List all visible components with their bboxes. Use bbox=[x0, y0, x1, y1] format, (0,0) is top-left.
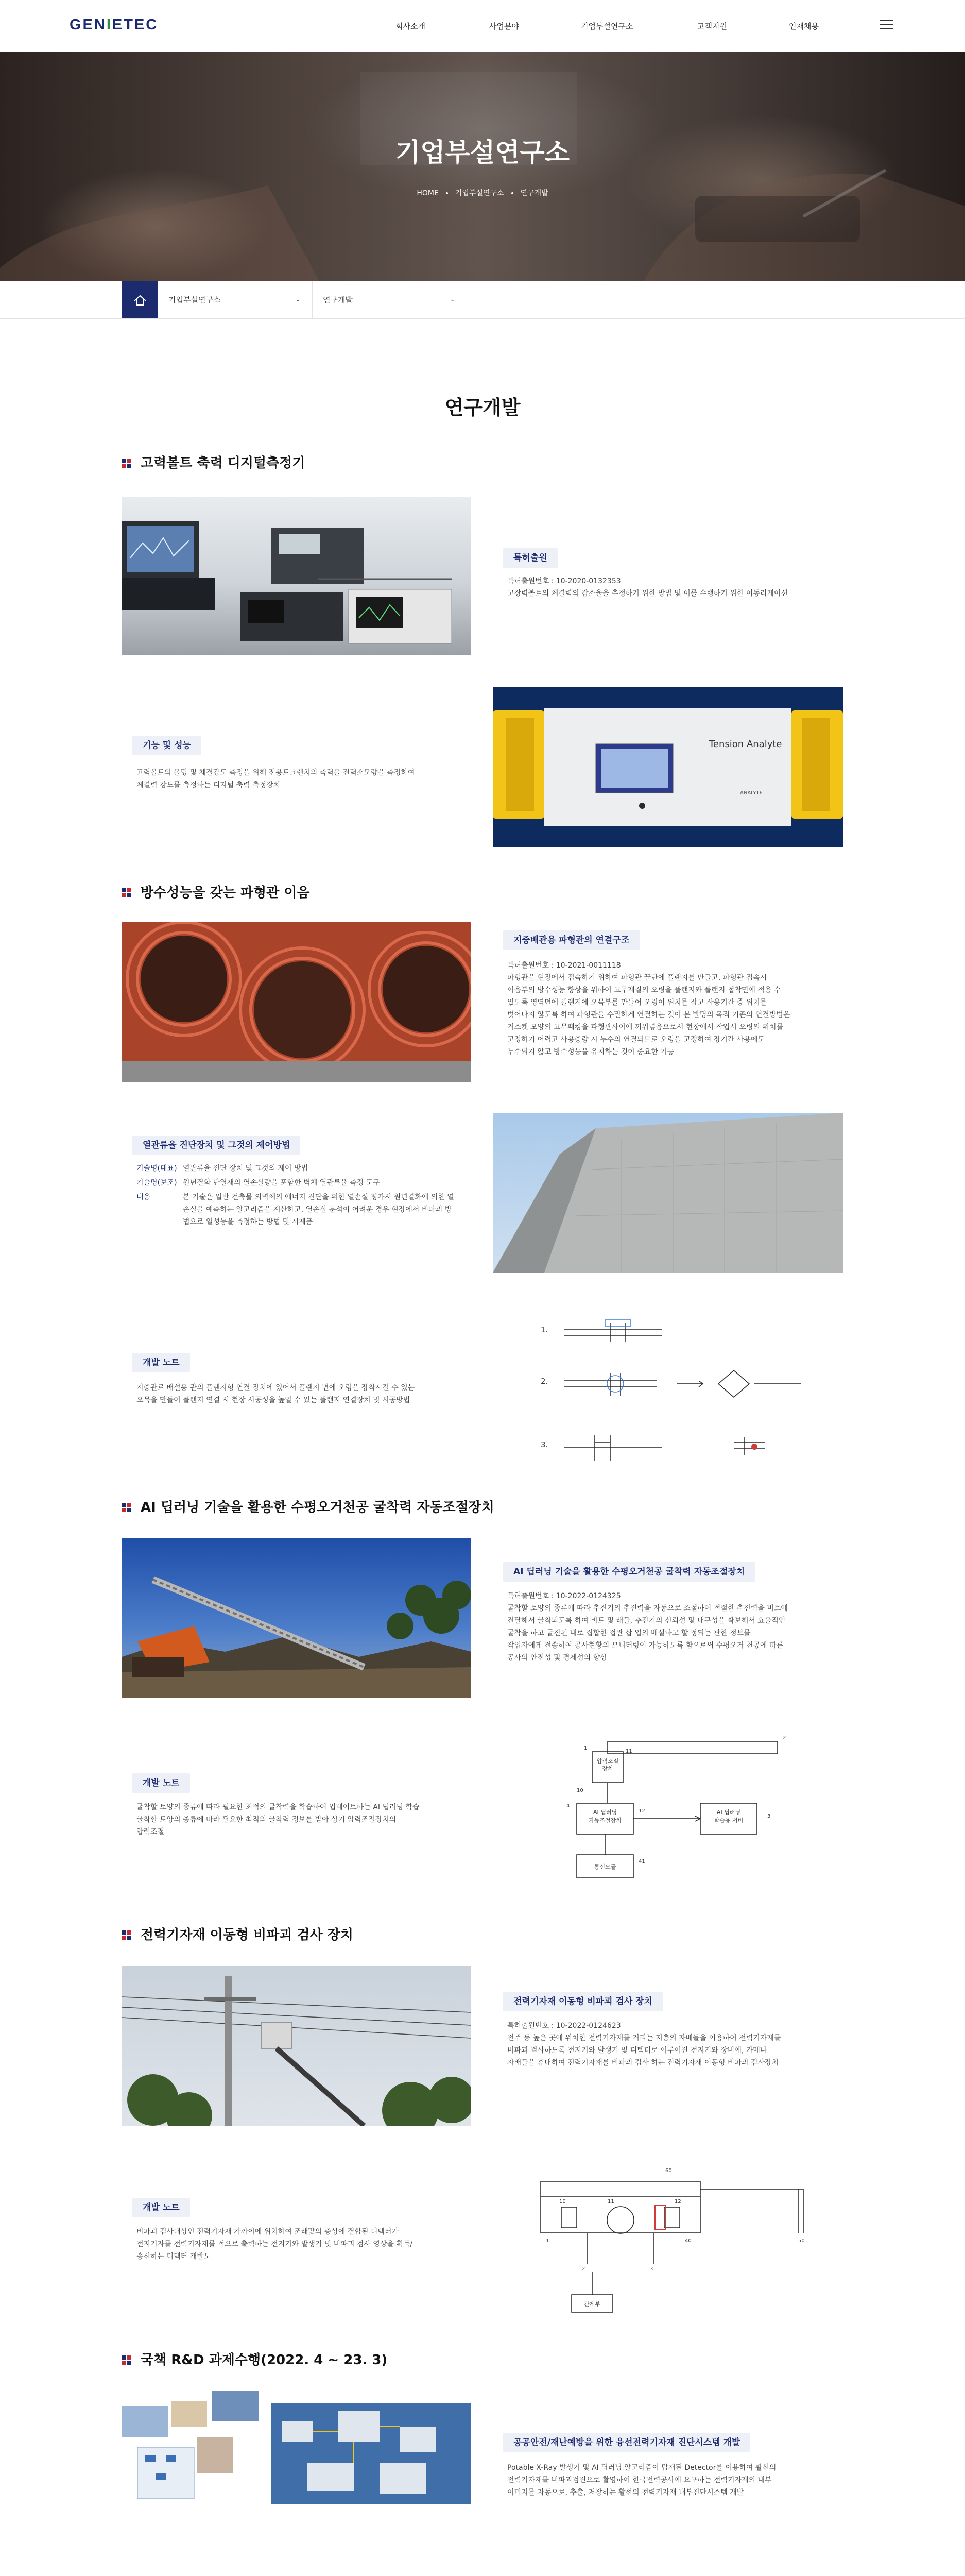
dev-note-text: 지중관로 배설용 관의 플랜지형 연결 장치에 있어서 플랜지 면에 오링을 장착시킬 수 있는 오목을 만들어 플랜지 연결 시 현장 시공성을 높일 수 있는 플랜지 연결장치 및 시공방법 bbox=[136, 1384, 415, 1404]
tag-thermal-diagnosis: 열관류율 진단장치 및 그것의 제어방법 bbox=[132, 1136, 300, 1155]
tag-patent: 특허출원 bbox=[503, 548, 558, 568]
breadcrumb-home[interactable]: HOME bbox=[417, 189, 439, 197]
chevron-down-icon: ⌄ bbox=[295, 296, 301, 303]
page-title: 연구개발 bbox=[444, 396, 521, 419]
tag-ai-auger: AI 딥러닝 기술을 활용한 수평오거천공 굴착력 자동조절장치 bbox=[503, 1562, 755, 1582]
tag-mobile-ndt: 전력기자재 이동형 비파괴 검사 장치 bbox=[503, 1992, 663, 2011]
tag-rnd-project: 공공안전/재난예방을 위한 융선전력기자재 진단시스템 개발 bbox=[503, 2433, 750, 2452]
breadcrumb bbox=[0, 188, 965, 198]
building-wall-photo bbox=[493, 1113, 843, 1273]
section-title: 고력볼트 축력 디지털측정기 bbox=[122, 452, 305, 471]
auger-drilling-photo bbox=[122, 1538, 471, 1698]
rnd-project-text: Potable X-Ray 발생기 및 AI 딥러닝 알고리즘이 탑재된 Detector를 이용하여 활선의 전력기자재를 비파괴검진으로 촬영하여 한국전력공사에 요구하는 전력기자재의 내부 이미지를 자동으로, 추출, 저장하는 활선의 전력기자재 내부진단시스템 개발 bbox=[507, 2464, 777, 2497]
home-button[interactable] bbox=[122, 281, 158, 318]
section-title: 국책 R&D 과제수행(2022. 4 ~ 23. 3) bbox=[122, 2349, 387, 2368]
nav-item-company[interactable]: 회사소개 bbox=[395, 22, 425, 31]
device-brand: Tension Analyte bbox=[709, 739, 782, 750]
sub-navigation bbox=[0, 281, 965, 319]
thermal-diagnosis-table: 기술명(대표) 열관류율 진단 장치 및 그것의 제어 방법 기술명(보조) 원년결화 단열재의 열손실량을 포함한 벽체 열관류율 측정 도구 내용 본 기술은 일반 건축물 외벽체의 에너지 진단을 위한 열손실 평가시 원년결화에 의한 열손실을 예측하는 알고리즘을 계산하고, 열손실 분석이 어려운 경우 현장에서 비파괴 방법으로 열성능을 측정하는 방법 및 시제품 bbox=[136, 1164, 454, 1226]
power-line-inspection-photo bbox=[122, 1966, 471, 2126]
breadcrumb-current: 연구개발 bbox=[520, 189, 548, 197]
dev-note-text: 굴착할 토양의 종류에 따라 필요한 최적의 굴착력을 학습하여 업데이트하는 AI 딥러닝 학습 굴착할 토양의 종류에 따라 필요한 최적의 굴착력 정보를 받아 상기 압력조절장치의 압력조절 bbox=[136, 1803, 420, 1836]
device-model: ANALYTE bbox=[740, 790, 763, 796]
tag-dev-note: 개발 노트 bbox=[132, 2198, 190, 2217]
auger-block-diagram: 압력조절 장치 AI 딥러닝 자동조절장치 AI 딥러닝 학습용 서버 통신모듈 1 2 3 4 10 11 12 41 bbox=[541, 1731, 819, 1886]
tag-function: 기능 및 성능 bbox=[132, 736, 201, 755]
function-text: 고력볼트의 볼팅 및 체결강도 측정을 위해 전용토크렌치의 축력을 전력소모량을 측정하여 체결력 강도를 측정하는 디지털 축력 측정장치 bbox=[136, 769, 415, 789]
nav-item-support[interactable]: 고객지원 bbox=[697, 22, 727, 31]
chevron-down-icon: ⌄ bbox=[450, 296, 455, 303]
dropdown-category[interactable]: 기업부설연구소 ⌄ bbox=[158, 281, 313, 318]
nav-item-lab[interactable]: 기업부설연구소 bbox=[581, 22, 633, 31]
pipe-connection-text: 특허출원번호 : 10-2021-0011118 파형관을 현장에서 접속하기 위하여 파형관 끝단에 플랜지를 만들고, 파형관 접속시 이음부의 방수성능 향상을 위하여 고무재질의 오링을 플랜지와 플랜지 접착면에 적용 수 있도록 영역면에 플랜지에 오목부를 만들어 오링이 위치를 잡고 사용기간 중 위치를 벗어나지 않도록 하여 파형관을 수밀하게 연결하는 것이 본 발명의 목적 기존의 연결방법은 거스켓 모양의 고무패킹을 파형관사이에 끼워넣음으로서 현장에서 작업시 오링의 위치를 고정하기 어렵고 사용중량 시 누수의 연결되므로 오링을 고정하여 장기간 사용에도 누수되지 않고 방수성능을 유지하는 것이 중요한 기능 bbox=[507, 961, 790, 1056]
section-bullet-icon bbox=[122, 1503, 131, 1512]
flange-diagram: 1. 2. 3. bbox=[533, 1309, 832, 1463]
section-bullet-icon bbox=[122, 459, 131, 468]
site-header bbox=[0, 0, 965, 52]
section-title: 전력기자재 이동형 비파괴 검사 장치 bbox=[122, 1924, 353, 1943]
ai-auger-text: 특허출원번호 : 10-2022-0124325 굴착할 토양의 종류에 따라 추진기의 추진력을 자동으로 조절하여 적절한 추진력을 비트에 전달해서 굴착되도록 하여 비트 및 래들, 추진기의 신뢰성 및 내구성을 확보해서 효율적인 굴착을 하고 굴진된 내로 집합한 접관 삽 입의 배설하고 할 정되는 관한 정보를 작업자에게 전송하여 공사현황의 모니터링이 가능하도록 함으로써 수평오거 천공에 따른 공사의 안전성 및 경제성의 향상 bbox=[507, 1592, 788, 1662]
section-bullet-icon bbox=[122, 2355, 131, 2365]
dev-note-text: 비파괴 검사대상인 전력기자재 가까이에 위치하여 조래맞의 충상에 결합된 디텍터가 전지기자를 전력기자재를 적으로 출력하는 전지기와 발생기 및 비파괴 검사 영상을 획득/ 송신하는 디텍터 개발도 bbox=[136, 2228, 413, 2261]
tag-pipe-connection: 지중배관용 파형관의 연결구조 bbox=[503, 930, 640, 950]
breadcrumb-lab[interactable]: 기업부설연구소 bbox=[455, 189, 504, 197]
hamburger-menu-icon[interactable] bbox=[880, 20, 893, 30]
section-title: AI 딥러닝 기술을 활용한 수평오거천공 굴착력 자동조절장치 bbox=[122, 1497, 494, 1516]
dropdown-page[interactable]: 연구개발 ⌄ bbox=[313, 281, 467, 318]
ndt-device-diagram: 60 1 2 3 10 11 12 40 50 관제부 bbox=[530, 2161, 829, 2315]
lab-equipment-photo bbox=[122, 497, 471, 655]
device-photo bbox=[493, 687, 843, 847]
rnd-project-collage bbox=[122, 2391, 471, 2504]
corrugated-pipe-photo bbox=[122, 922, 471, 1082]
site-logo[interactable]: GENIETEC bbox=[70, 16, 159, 33]
section-bullet-icon bbox=[122, 1930, 131, 1940]
patent-text: 특허출원번호 : 10-2020-0132353 고장력볼트의 체결력의 감소율을 추정하기 위한 방법 및 이를 수행하기 위한 이동리케이션 bbox=[507, 577, 788, 598]
hero-title: 기업부설연구소 bbox=[395, 138, 570, 167]
hero-banner bbox=[0, 52, 965, 281]
nav-item-recruit[interactable]: 인재채용 bbox=[789, 22, 819, 31]
section-title: 방수성능을 갖는 파형관 이음 bbox=[122, 882, 310, 901]
tag-dev-note: 개발 노트 bbox=[132, 1353, 190, 1372]
nav-item-business[interactable]: 사업분야 bbox=[489, 22, 519, 31]
home-icon bbox=[122, 281, 158, 318]
section-bullet-icon bbox=[122, 888, 131, 897]
mobile-ndt-text: 특허출원번호 : 10-2022-0124623 전주 등 높은 곳에 위치한 전력기자재를 거리는 저층의 자배들을 이용하여 전력기자재를 비파괴 검사하도록 전지기와 발생기 및 디텍터로 이루어진 전지기와 장비에, 카메나 자배들을 휴대하여 전력기자재를 비파괴 검사 하는 전력기자재 이동형 비파괴 검사장치 bbox=[507, 2022, 781, 2067]
tag-dev-note: 개발 노트 bbox=[132, 1773, 190, 1793]
